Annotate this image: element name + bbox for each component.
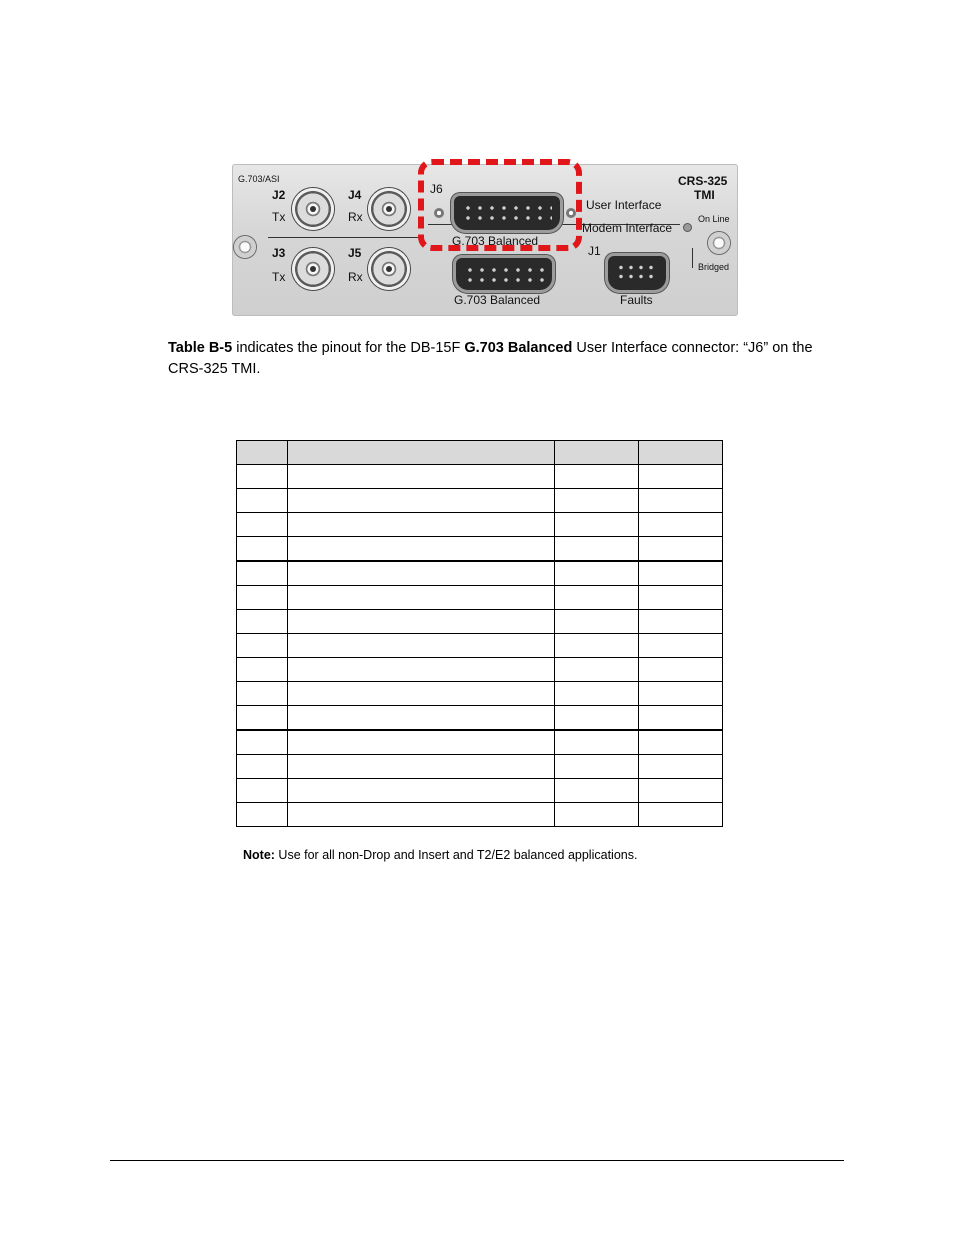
faults-label: Faults [620,293,653,307]
panel-screw-left-icon [234,236,256,258]
bnc-connector-j5-icon [368,248,410,290]
table-cell [639,513,723,537]
j3-label: J3 [272,246,286,260]
table-cell [237,489,288,513]
table-cell [237,682,288,706]
table-row [237,586,723,610]
table-cell [555,610,639,634]
table-cell [555,586,639,610]
pinout-table [236,440,723,827]
table-cell [237,610,288,634]
bnc-connector-j4-icon [368,188,410,230]
table-cell [639,610,723,634]
rx-top-label: Rx [348,210,363,224]
table-cell [555,779,639,803]
table-cell [639,658,723,682]
model-sub-label: TMI [694,188,715,202]
table-row [237,682,723,706]
header-cell [555,441,639,465]
table-cell [288,779,555,803]
user-interface-label: User Interface [586,198,662,212]
header-cell [639,441,723,465]
g703-balanced-bottom-label: G.703 Balanced [454,293,541,307]
table-cell [288,610,555,634]
g703-balanced-top-label: G.703 Balanced [452,234,539,248]
j4-label: J4 [348,188,362,202]
table-row [237,610,723,634]
j1-label: J1 [588,244,601,258]
table-cell [237,465,288,489]
table-cell [555,803,639,827]
table-row [237,730,723,755]
table-cell [555,537,639,562]
table-cell [288,634,555,658]
rx-bottom-label: Rx [348,270,363,284]
table-cell [555,755,639,779]
table-row [237,634,723,658]
table-cell [288,561,555,586]
table-cell [639,730,723,755]
intro-text-1: indicates the pinout for the DB-15F [232,340,465,356]
table-cell [639,489,723,513]
table-cell [237,706,288,731]
db15-connector-modem-icon [456,258,552,290]
j6-label: J6 [430,182,443,196]
table-cell [555,561,639,586]
table-row [237,489,723,513]
table-cell [639,755,723,779]
table-cell [237,586,288,610]
j2-label: J2 [272,188,286,202]
table-cell [288,706,555,731]
table-cell [288,658,555,682]
table-header-row [237,441,723,465]
table-cell [237,658,288,682]
table-cell [288,465,555,489]
table-reference: Table B-5 [168,340,233,356]
table-cell [288,489,555,513]
bridged-label: Bridged [698,262,730,272]
panel-screw-right-icon [708,232,730,254]
table-cell [237,634,288,658]
j5-label: J5 [348,246,362,260]
table-cell [237,803,288,827]
table-row [237,658,723,682]
table-cell [639,634,723,658]
table-cell [288,803,555,827]
table-cell [288,586,555,610]
table-row [237,706,723,731]
table-cell [288,755,555,779]
table-row [237,513,723,537]
connector-name: G.703 Balanced [464,340,573,356]
tx-bottom-label: Tx [272,270,286,284]
switch-line [692,248,693,268]
table-cell [639,537,723,562]
table-note [243,848,637,862]
table-cell [237,779,288,803]
table-cell [555,489,639,513]
j6-highlight-box [418,159,582,251]
table-row [237,755,723,779]
note-label: Note: [243,848,275,862]
table-cell [555,513,639,537]
table-cell [237,561,288,586]
table-cell [237,730,288,755]
intro-text-2: User Interface connector: “J6” on the CRS-325 TMI. [168,340,813,377]
table-row [237,465,723,489]
faults-connector-icon [608,256,666,290]
table-cell [288,537,555,562]
table-cell [288,513,555,537]
table-cell [639,682,723,706]
table-row [237,779,723,803]
footer-rule [110,1160,844,1161]
table-cell [555,730,639,755]
table-row [237,561,723,586]
table-row [237,803,723,827]
table-cell [639,586,723,610]
table-cell [237,513,288,537]
bnc-connector-j3-icon [292,248,334,290]
table-cell [639,465,723,489]
table-cell [288,682,555,706]
header-cell [237,441,288,465]
table-cell [237,537,288,562]
table-cell [555,658,639,682]
table-cell [288,730,555,755]
table-cell [555,706,639,731]
table-cell [639,779,723,803]
header-cell [288,441,555,465]
table-cell [555,634,639,658]
modem-interface-label: Modem Interface [582,221,673,235]
table-row [237,537,723,562]
online-led-icon [684,224,691,231]
note-text: Use for all non-Drop and Insert and T2/E2 balanced applications. [274,848,638,862]
table-cell [639,803,723,827]
divider-line [268,237,420,238]
table-cell [555,682,639,706]
tx-top-label: Tx [272,210,286,224]
table-cell [639,561,723,586]
intro-paragraph [168,338,848,380]
on-line-label: On Line [698,214,730,224]
table-cell [639,706,723,731]
table-cell [237,755,288,779]
bnc-connector-j2-icon [292,188,334,230]
model-name-label: CRS-325 [678,174,728,188]
table-cell [555,465,639,489]
section-label: G.703/ASI [238,174,280,184]
